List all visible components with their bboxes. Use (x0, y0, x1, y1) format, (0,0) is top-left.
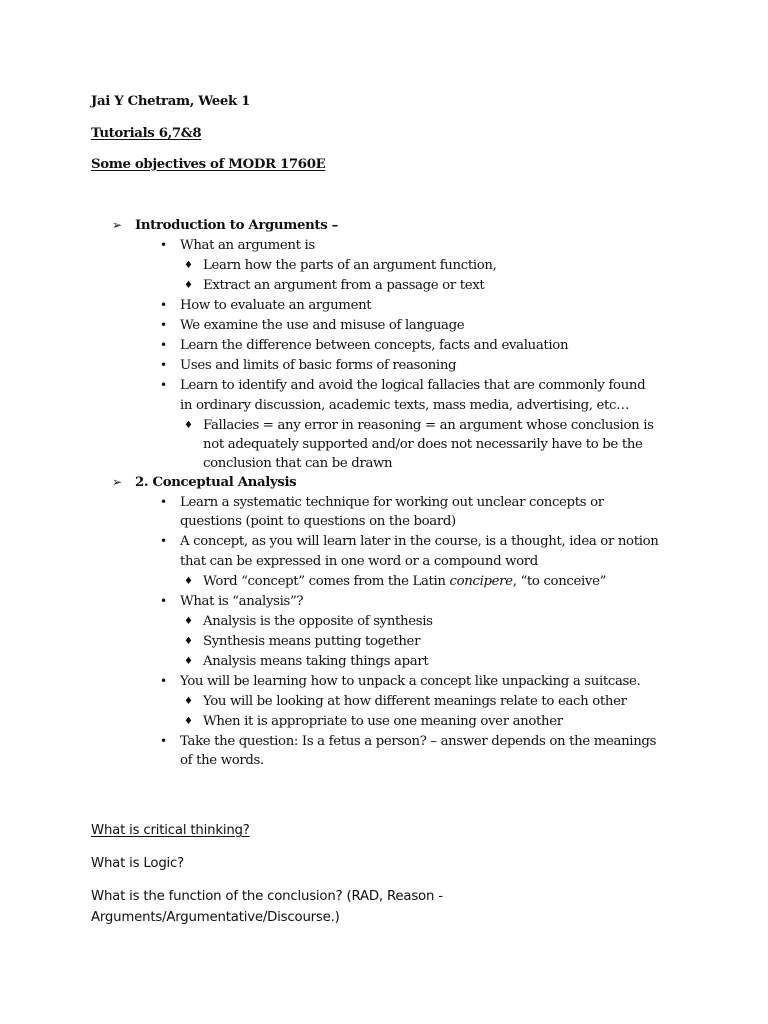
diamond-bullet-icon: ♦ (184, 616, 193, 627)
bullet-icon: • (160, 298, 167, 312)
bullet-icon: • (160, 534, 167, 548)
sub-list-item: Synthesis means putting together (203, 634, 421, 649)
question-critical-thinking: What is critical thinking? (91, 823, 250, 838)
bullet-icon: • (160, 358, 167, 372)
bullet-icon: • (160, 674, 167, 688)
bullet-icon: • (160, 238, 167, 252)
diamond-bullet-icon: ♦ (184, 636, 193, 647)
bullet-icon: • (160, 734, 167, 748)
list-item: A concept, as you will learn later in the course, is a thought, idea or notion (180, 534, 659, 549)
list-item: You will be learning how to unpack a concept like unpacking a suitcase. (180, 674, 641, 689)
bullet-icon: • (160, 495, 167, 509)
section-title-arguments: Introduction to Arguments – (135, 218, 338, 233)
arrow-bullet-icon: ➢ (112, 475, 122, 489)
list-item: How to evaluate an argument (180, 298, 372, 313)
diamond-bullet-icon: ♦ (184, 576, 193, 587)
diamond-bullet-icon: ♦ (184, 696, 193, 707)
sub-list-item: Analysis is the opposite of synthesis (203, 614, 433, 629)
list-item-continuation: of the words. (180, 753, 264, 768)
question-logic: What is Logic? (91, 856, 185, 871)
sub-list-item: Fallacies = any error in reasoning = an argument whose conclusion is (203, 418, 654, 433)
sub-list-item: Extract an argument from a passage or text (203, 278, 485, 293)
sub-list-item: When it is appropriate to use one meaning over another (203, 714, 563, 729)
bullet-icon: • (160, 338, 167, 352)
list-item: Learn to identify and avoid the logical fallacies that are commonly found (180, 378, 646, 393)
list-item-continuation: questions (point to questions on the board) (180, 514, 456, 529)
list-item: We examine the use and misuse of language (180, 318, 465, 333)
etymology-meaning: , “to conceive” (512, 574, 607, 589)
sub-list-item-continuation: conclusion that can be drawn (203, 456, 393, 471)
bullet-icon: • (160, 594, 167, 608)
objectives-heading: Some objectives of MODR 1760E (91, 157, 326, 172)
diamond-bullet-icon: ♦ (184, 260, 193, 271)
list-item-continuation: in ordinary discussion, academic texts, mass media, advertising, etc… (180, 398, 630, 413)
etymology-text: Word “concept” comes from the Latin (203, 574, 450, 589)
arrow-bullet-icon: ➢ (112, 218, 122, 232)
author-week-heading: Jai Y Chetram, Week 1 (91, 94, 251, 109)
diamond-bullet-icon: ♦ (184, 656, 193, 667)
sub-list-item: You will be looking at how different meanings relate to each other (203, 694, 627, 709)
bullet-icon: • (160, 378, 167, 392)
diamond-bullet-icon: ♦ (184, 716, 193, 727)
latin-word: concipere (449, 574, 513, 589)
bullet-icon: • (160, 318, 167, 332)
list-item: What an argument is (180, 238, 315, 253)
tutorials-heading: Tutorials 6,7&8 (91, 126, 202, 141)
question-conclusion-continuation: Arguments/Argumentative/Discourse.) (91, 910, 340, 925)
list-item: Learn the difference between concepts, facts and evaluation (180, 338, 569, 353)
sub-list-item-continuation: not adequately supported and/or does not necessarily have to be the (203, 437, 643, 452)
list-item: Learn a systematic technique for working out unclear concepts or (180, 495, 604, 510)
diamond-bullet-icon: ♦ (184, 420, 193, 431)
section-title-conceptual-analysis: 2. Conceptual Analysis (135, 475, 297, 490)
list-item-continuation: that can be expressed in one word or a compound word (180, 554, 538, 569)
sub-list-item: Analysis means taking things apart (203, 654, 429, 669)
list-item: Take the question: Is a fetus a person? – answer depends on the meanings (180, 734, 657, 749)
question-conclusion: What is the function of the conclusion? (RAD, Reason - (91, 889, 443, 904)
diamond-bullet-icon: ♦ (184, 280, 193, 291)
list-item: Uses and limits of basic forms of reasoning (180, 358, 457, 373)
list-item: What is “analysis”? (180, 594, 304, 609)
sub-list-item: Learn how the parts of an argument function, (203, 258, 497, 273)
sub-list-item (203, 572, 606, 592)
